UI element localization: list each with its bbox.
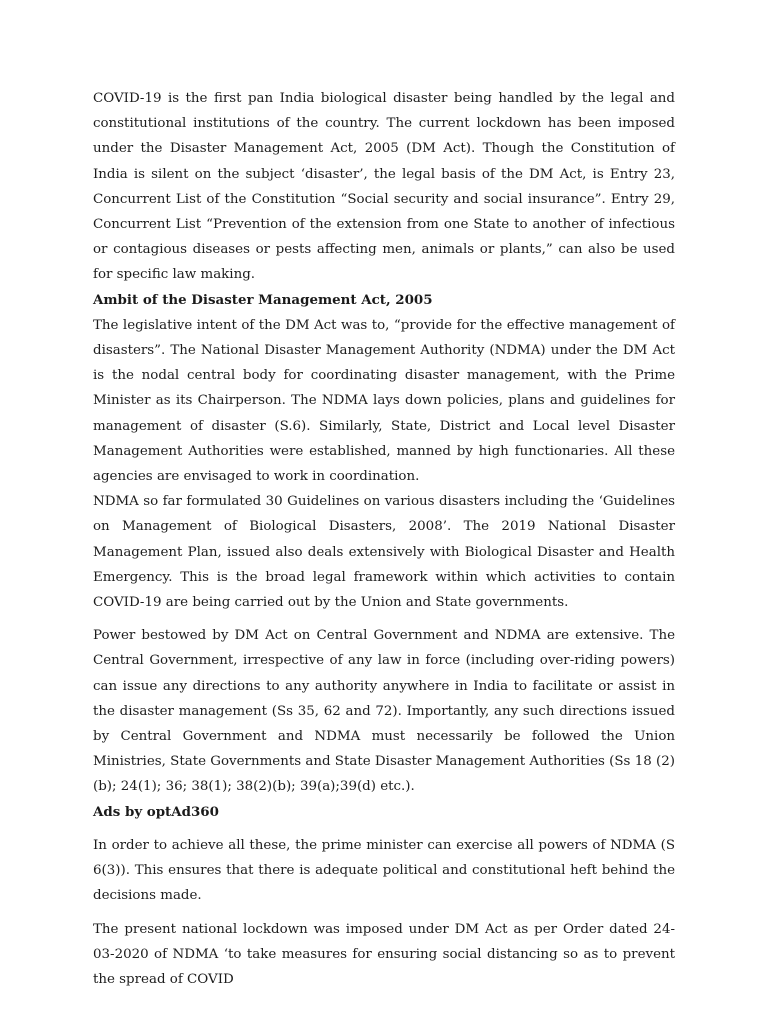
document-page — [93, 86, 675, 992]
lockdown-paragraph: The present national lockdown was imposed under DM Act as per Order dated 24-03-2020 of NDMA ‘to take measures for ensuring social distancing so as to prevent the spread of COVID — [93, 921, 675, 987]
legislative-intent-paragraph: The legislative intent of the DM Act was to, “provide for the effective management of disasters”. The National Disaster Management Authority (NDMA) under the DM Act is the nodal central body for coordinating disaster management, with the Prime Minister as its Chairperson. The NDMA lays down policies, plans and guidelines for management of disaster (S.6). Similarly, State, District and Local level Disaster Management Authorities were established, manned by high functionaries. All these agencies are envisaged to work in coordination. — [93, 317, 675, 485]
prime-minister-paragraph: In order to achieve all these, the prime minister can exercise all powers of NDMA (S 6(3)). This ensures that there is adequate political and constitutional heft behind the decisions made. — [93, 837, 675, 904]
intro-paragraph: COVID-19 is the first pan India biological disaster being handled by the legal and constitutional institutions of the country. The current lockdown has been imposed under the Disaster Management Act, 2005 (DM Act). Though the Constitution of India is silent on the subject ‘disaster’, the legal basis of the DM Act, is Entry 23, Concurrent List of the Constitution “Social security and social insurance”. Entry 29, Concurrent List “Prevention of the extension from one State to another of infectious or contagious diseases or pests affecting men, animals or plants,” can also be used for specific law making. — [93, 91, 675, 283]
ads-label: Ads by optAd360 — [93, 803, 219, 820]
section-heading: Ambit of the Disaster Management Act, 2005 — [93, 291, 433, 308]
ndma-guidelines-paragraph: NDMA so far formulated 30 Guidelines on various disasters including the ‘Guidelines on Management of Biological Disasters, 2008’. The 2019 National Disaster Management Plan, issued also deals extensively with Biological Disaster and Health Emergency. This is the broad legal framework within which activities to contain COVID-19 are being carried out by the Union and State governments. — [93, 494, 675, 611]
powers-paragraph: Power bestowed by DM Act on Central Government and NDMA are extensive. The Central Government, irrespective of any law in force (including over-riding powers) can issue any directions to any authority anywhere in India to facilitate or assist in the disaster management (Ss 35, 62 and 72). Importantly, any such directions issued by Central Government and NDMA must necessarily be followed the Union Ministries, State Governments and State Disaster Management Authorities (Ss 18 (2) (b); 24(1); 36; 38(1); 38(2)(b); 39(a);39(d) etc.). — [93, 628, 675, 795]
